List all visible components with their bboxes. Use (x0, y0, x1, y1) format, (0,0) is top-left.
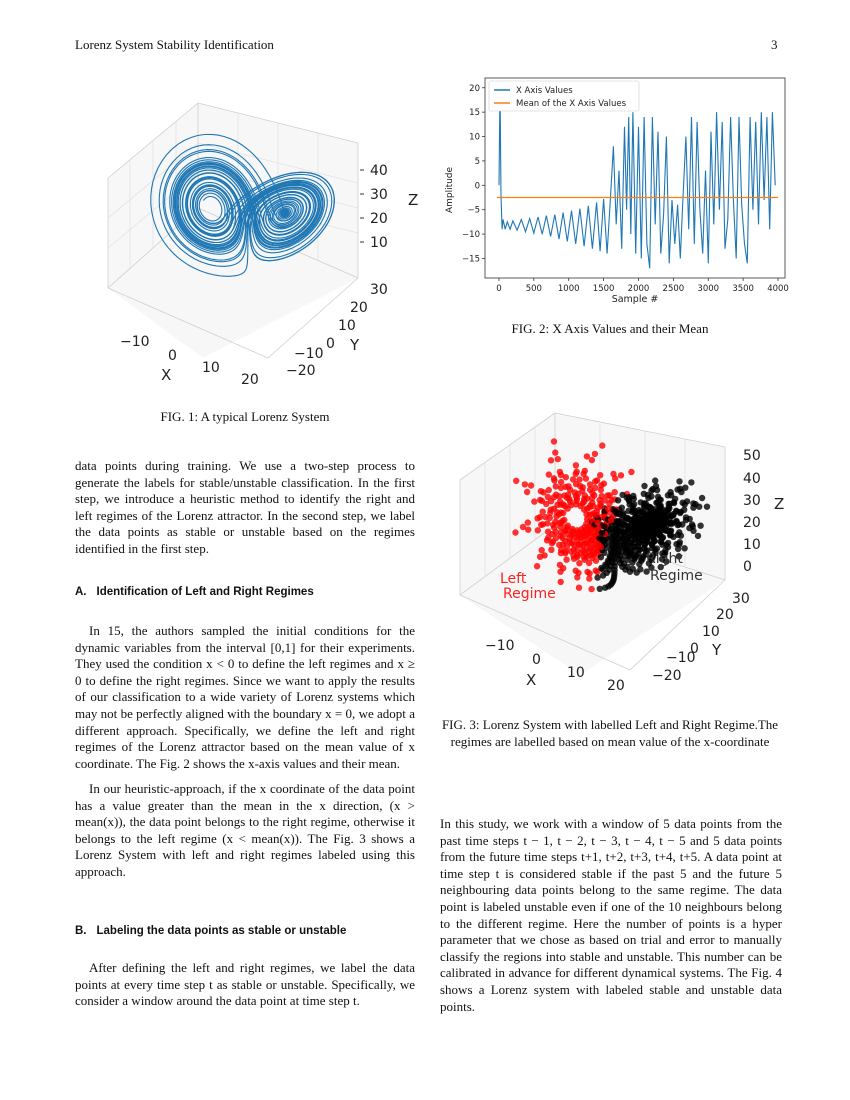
fig3-left-regime-point (548, 547, 554, 553)
fig3-left-regime-point (584, 495, 590, 501)
fig3-right-regime-point (667, 489, 673, 495)
fig3-left-regime-point (554, 509, 560, 515)
fig3-left-regime-point (537, 497, 543, 503)
fig3-right-regime-point (629, 520, 635, 526)
fig3-left-regime-point (534, 563, 540, 569)
section-a-title: Identification of Left and Right Regimes (96, 586, 314, 598)
fig3-left-regime-point (580, 484, 586, 490)
section-b-title: Labeling the data points as stable or unstable (96, 925, 347, 937)
fig3-left-regime-point (588, 544, 594, 550)
fig3-left-regime-point (592, 451, 598, 457)
right-paragraph-1: In this study, we work with a window of 5 data points from the past time steps t − 1, t − 2, t − 3, t − 4, t − 5 and 5 data points from the future time steps t+1, t+2, t+3, t+4, t+5. A data point at time step t is considered stable if the past 5 and the future 5 neighbouring data points belong to the same regime. The data point is labeled unstable even if one of the 10 neighbours belong to the different regime. Here the number of points is a hyper parameter that we chose as based on trial and error to manually classify the regions into stable and unstable. This number can be calibrated in advance for different dynamical systems. The Fig. 4 shows a Lorenz system with labeled stable and unstable data points. (440, 816, 782, 1014)
fig3-z-tick: 0 (743, 559, 752, 575)
fig3-left-regime-point (537, 554, 543, 560)
left-paragraph-3: In our heuristic-approach, if the x coordinate of the data point has a value greater than the mean in the x direction, (x > mean(x)), the data point belongs to the right regime, otherwise it belongs to the left regime (x < mean(x)). The Fig. 3 shows a Lorenz System with left and right regimes labeled using this approach. (75, 781, 415, 879)
fig3-z-tick: 20 (743, 515, 761, 531)
fig3-left-regime-point (594, 520, 600, 526)
fig3-left-regime-point (551, 475, 557, 481)
fig3-left-regime-point (531, 498, 537, 504)
fig3-left-regime-point (586, 575, 592, 581)
fig2-legend (489, 81, 639, 111)
fig3-right-regime-point (676, 478, 682, 484)
fig2-x-tick-label: 3500 (732, 284, 754, 294)
fig3-x-tick: −10 (485, 638, 515, 654)
fig3-right-regime-point (690, 523, 696, 529)
fig3-left-regime-point (558, 547, 564, 553)
fig3-left-regime-point (591, 492, 597, 498)
fig3-left-regime-point (582, 540, 588, 546)
fig3-left-regime-point (513, 478, 519, 484)
fig3-right-regime-point (631, 507, 637, 513)
fig3-right-regime-point (699, 495, 705, 501)
fig2-legend-label-mean: Mean of the X Axis Values (516, 99, 627, 109)
fig2-series-group (497, 88, 778, 268)
fig3-right-regime-point (637, 566, 643, 572)
fig3-left-regime-point (574, 547, 580, 553)
fig3-y-tick: 20 (716, 607, 734, 623)
fig3-left-regime-point (551, 438, 557, 444)
fig3-left-regime-point (618, 472, 624, 478)
fig3-right-regime-point (677, 486, 683, 492)
fig1-y-tick: −10 (294, 346, 324, 362)
fig2-x-tick-label: 2000 (627, 284, 650, 294)
fig3-right-regime-point (638, 509, 644, 515)
section-a-label: A. (75, 586, 87, 598)
fig3-left-regime-point (557, 562, 563, 568)
fig2-x-ticks (496, 278, 789, 294)
left-paragraph-1: data points during training. We use a two-step process to generate the labels for stable/unstable classification. In the first step, we introduce a heuristic method to identify the right and left regimes of the Lorenz attractor. In the second step, we label the data points as stable or unstable based on the regimes identified in the first step. (75, 458, 415, 556)
fig3-right-regime-point (671, 500, 677, 506)
fig1-caption: FIG. 1: A typical Lorenz System (160, 409, 330, 424)
fig2-x-tick-label: 1000 (557, 284, 580, 294)
fig3-left-regime-point (570, 552, 576, 558)
left-paragraph-4: After defining the left and right regimes, we label the data points at every time step t as stable or unstable. Specifically, we consider a window around the data point at time step t. (75, 960, 415, 1009)
fig3-right-regime-point (678, 533, 684, 539)
fig3-left-regime-point (581, 533, 587, 539)
fig3-right-regime-point (652, 477, 658, 483)
fig3-right-regime-point (641, 483, 647, 489)
fig3-right-regime-label-line1: Right (646, 551, 683, 567)
fig3-left-regime-point (599, 442, 605, 448)
fig3-left-regime-point (573, 568, 579, 574)
fig3-right-regime-point (621, 522, 627, 528)
fig3-left-regime-point (544, 520, 550, 526)
fig3-right-regime-point (656, 532, 662, 538)
fig2-line-chart (440, 70, 795, 310)
fig3-left-regime-point (575, 534, 581, 540)
fig3-right-regime-point (687, 516, 693, 522)
fig3-right-regime-point (598, 565, 604, 571)
fig3-right-regime-point (609, 535, 615, 541)
fig3-left-regime-point (555, 456, 561, 462)
fig3-left-regime-point (584, 569, 590, 575)
fig2-y-tick-label: 5 (474, 156, 480, 167)
fig2-y-tick-label: 0 (474, 181, 480, 192)
fig3-right-regime-point (644, 534, 650, 540)
fig3-x-tick: 20 (607, 678, 625, 694)
fig3-right-regime-point (641, 541, 647, 547)
fig3-left-regime-point (588, 552, 594, 558)
fig1-y-tick: 20 (350, 300, 368, 316)
fig3-y-tick: −10 (666, 650, 696, 666)
fig3-z-label: Z (774, 495, 785, 513)
fig3-left-regime-point (594, 512, 600, 518)
fig2-x-tick-label: 0 (496, 284, 502, 294)
fig3-right-regime-point (630, 566, 636, 572)
fig2-y-tick-label: −15 (462, 254, 480, 265)
fig3-left-regime-point (557, 498, 563, 504)
fig3-left-regime-point (562, 528, 568, 534)
fig3-left-regime-point (570, 476, 576, 482)
fig3-left-regime-label-line1: Left (500, 571, 527, 587)
fig3-left-regime-label-line2: Regime (503, 586, 556, 602)
fig3-x-tick: 0 (532, 652, 541, 668)
fig3-left-regime-point (564, 543, 570, 549)
fig3-left-regime-point (558, 579, 564, 585)
fig3-z-tick: 30 (743, 493, 761, 509)
fig3-left-regime-point (598, 482, 604, 488)
fig3-y-tick: 10 (702, 624, 720, 640)
fig3-right-regime-point (619, 505, 625, 511)
fig2-y-tick-label: 20 (469, 83, 480, 94)
fig3-z-tick: 10 (743, 537, 761, 553)
fig3-right-regime-point (684, 498, 690, 504)
fig3-left-regime-point (522, 481, 528, 487)
fig1-z-tick: 30 (370, 187, 388, 203)
fig3-right-regime-point (697, 523, 703, 529)
left-paragraph-2: In 15, the authors sampled the initial conditions for the dynamic variables from the interval [0,1] for their experiments. They used the condition x < 0 to define the left regimes and x ≥ 0 to define the right regimes. Since we want to apply the results of our classification to a wide variety of Lorenz systems which may not be perfectly aligned with the boundary x = 0, we adopt a different approach. Specifically, we define the left and right regimes of the Lorenz attractor based on the mean value of x coordinate. The Fig. 2 shows the x-axis values and their mean. (75, 623, 415, 771)
fig3-left-regime-point (588, 586, 594, 592)
fig3-left-regime-point (576, 585, 582, 591)
fig3-left-regime-point (612, 489, 618, 495)
page-number: 3 (771, 37, 778, 52)
fig3-left-regime-point (525, 519, 531, 525)
fig1-x-label: X (161, 366, 172, 384)
fig3-right-regime-point (669, 521, 675, 527)
fig3-left-regime-point (545, 534, 551, 540)
fig2-caption: FIG. 2: X Axis Values and their Mean (511, 321, 709, 336)
fig3-left-regime-point (590, 503, 596, 509)
fig3-left-regime-point (587, 481, 593, 487)
fig3-right-regime-point (608, 548, 614, 554)
fig3-z-tick: 40 (743, 471, 761, 487)
fig3-right-regime-point (632, 514, 638, 520)
fig1-y-tick: 30 (370, 282, 388, 298)
fig2-y-tick-label: −10 (462, 230, 480, 241)
fig3-right-regime-point (666, 505, 672, 511)
fig3-left-regime-point (545, 529, 551, 535)
fig3-right-regime-point (667, 532, 673, 538)
fig3-left-regime-point (612, 475, 618, 481)
fig3-left-regime-point (550, 522, 556, 528)
fig3-right-regime-point (677, 510, 683, 516)
fig2-y-label: Amplitude (445, 166, 455, 214)
fig3-left-regime-point (574, 469, 580, 475)
fig3-left-regime-point (565, 492, 571, 498)
fig3-right-regime-point (657, 502, 663, 508)
fig3-right-regime-point (633, 552, 639, 558)
fig3-left-regime-point (535, 527, 541, 533)
fig3-right-regime-point (601, 523, 607, 529)
fig1-y-tick: 0 (326, 336, 335, 352)
fig1-x-tick: 20 (241, 372, 259, 388)
fig3-lorenz-3d-regimes (440, 405, 790, 695)
fig2-x-tick-label: 4000 (767, 284, 789, 294)
fig3-right-regime-point (692, 501, 698, 507)
fig3-right-regime-point (599, 530, 605, 536)
fig3-left-regime-point (589, 457, 595, 463)
fig3-y-tick: 30 (732, 591, 750, 607)
section-a-heading (75, 586, 314, 598)
fig1-lorenz-3d-plot (88, 88, 433, 393)
fig3-left-regime-point (548, 457, 554, 463)
fig3-left-regime-point (582, 547, 588, 553)
fig3-right-regime-point (624, 494, 630, 500)
fig3-left-regime-point (598, 503, 604, 509)
fig3-left-regime-point (540, 489, 546, 495)
fig3-caption: FIG. 3: Lorenz System with labelled Left and Right Regime.The regimes are labelled based on mean value of the x-coordinate (441, 717, 779, 749)
fig3-x-tick: 10 (567, 665, 585, 681)
fig1-x-tick: −10 (120, 334, 150, 350)
fig3-right-regime-point (688, 479, 694, 485)
fig2-y-ticks (462, 84, 485, 265)
fig3-left-regime-point (520, 524, 526, 530)
fig1-z-tick: 40 (370, 163, 388, 179)
fig3-left-regime-point (538, 522, 544, 528)
fig3-right-regime-point (609, 526, 615, 532)
fig3-right-regime-point (658, 497, 664, 503)
fig3-left-regime-point (568, 532, 574, 538)
fig3-left-regime-point (608, 497, 614, 503)
fig3-right-regime-point (695, 533, 701, 539)
fig1-z-tick: 20 (370, 211, 388, 227)
fig3-right-regime-point (649, 541, 655, 547)
fig3-left-regime-point (546, 471, 552, 477)
fig2-x-tick-label: 3000 (697, 284, 720, 294)
fig1-z-label: Z (408, 191, 419, 209)
fig3-left-regime-point (558, 479, 564, 485)
fig3-left-regime-point (573, 462, 579, 468)
section-b-heading (75, 925, 346, 937)
fig3-right-regime-point (650, 534, 656, 540)
fig2-x-label: Sample # (611, 294, 659, 305)
fig3-left-regime-point (594, 548, 600, 554)
fig3-z-tick: 50 (743, 448, 761, 464)
fig3-left-regime-point (556, 520, 562, 526)
fig1-y-label: Y (350, 336, 360, 354)
fig3-left-regime-point (558, 472, 564, 478)
fig3-left-regime-point (537, 514, 543, 520)
fig3-left-regime-point (553, 492, 559, 498)
fig3-left-regime-point (597, 472, 603, 478)
fig1-z-tick: 10 (370, 235, 388, 251)
fig2-series-x-values (499, 88, 775, 268)
fig3-left-regime-point (593, 558, 599, 564)
fig3-left-regime-point (608, 517, 614, 523)
fig2-x-tick-label: 1500 (592, 284, 615, 294)
fig3-left-regime-point (576, 560, 582, 566)
fig2-x-tick-label: 500 (525, 284, 542, 294)
fig3-left-regime-point (599, 493, 605, 499)
fig3-left-regime-point (563, 557, 569, 563)
fig3-right-regime-point (657, 538, 663, 544)
running-title: Lorenz System Stability Identification (75, 37, 274, 52)
fig3-y-tick: −20 (652, 668, 682, 684)
fig1-y-tick: 10 (338, 318, 356, 334)
fig3-right-regime-point (602, 585, 608, 591)
fig3-left-regime-point (524, 489, 530, 495)
fig3-x-label: X (526, 671, 537, 689)
fig3-right-regime-point (594, 574, 600, 580)
fig3-left-regime-point (575, 541, 581, 547)
fig3-right-regime-point (615, 497, 621, 503)
fig3-left-regime-point (557, 569, 563, 575)
fig3-left-regime-point (512, 529, 518, 535)
fig3-left-regime-point (605, 506, 611, 512)
fig3-right-regime-point (675, 522, 681, 528)
fig3-right-regime-point (643, 500, 649, 506)
fig3-right-regime-point (636, 539, 642, 545)
fig3-left-regime-point (548, 507, 554, 513)
fig3-left-regime-point (628, 469, 634, 475)
fig3-right-regime-point (704, 504, 710, 510)
fig3-right-regime-point (624, 515, 630, 521)
fig2-y-tick-label: 15 (469, 108, 480, 119)
fig3-right-regime-point (619, 516, 625, 522)
fig3-left-regime-point (581, 553, 587, 559)
fig3-left-regime-point (593, 567, 599, 573)
fig3-left-regime-point (539, 547, 545, 553)
fig3-right-regime-point (650, 486, 656, 492)
fig3-y-label: Y (712, 641, 722, 659)
fig1-x-tick: 10 (202, 360, 220, 376)
fig1-y-tick: −20 (286, 363, 316, 379)
fig3-right-regime-point (676, 541, 682, 547)
fig3-left-regime-point (575, 491, 581, 497)
fig3-left-regime-point (565, 483, 571, 489)
fig3-left-regime-point (574, 574, 580, 580)
fig3-right-regime-point (609, 542, 615, 548)
fig3-right-regime-point (645, 492, 651, 498)
fig3-right-regime-point (620, 528, 626, 534)
fig3-right-regime-point (600, 572, 606, 578)
fig3-y-tick: 0 (690, 641, 699, 657)
fig3-left-regime-point (552, 449, 558, 455)
fig1-x-tick: 0 (168, 348, 177, 364)
fig2-x-tick-label: 2500 (662, 284, 685, 294)
fig2-legend-label-x: X Axis Values (516, 86, 573, 96)
fig3-right-regime-point (670, 512, 676, 518)
fig3-right-regime-point (621, 534, 627, 540)
fig3-left-regime-point (553, 535, 559, 541)
fig3-left-regime-point (586, 560, 592, 566)
fig3-left-regime-point (553, 483, 559, 489)
section-b-label: B. (75, 925, 87, 937)
fig3-left-regime-point (543, 501, 549, 507)
fig2-y-tick-label: −5 (467, 205, 480, 216)
fig3-left-regime-point (580, 471, 586, 477)
fig3-left-regime-point (528, 482, 534, 488)
fig3-right-regime-label-line2: Regime (650, 568, 703, 584)
fig2-y-tick-label: 10 (469, 132, 480, 143)
fig3-right-regime-point (597, 586, 603, 592)
fig3-right-regime-point (612, 508, 618, 514)
